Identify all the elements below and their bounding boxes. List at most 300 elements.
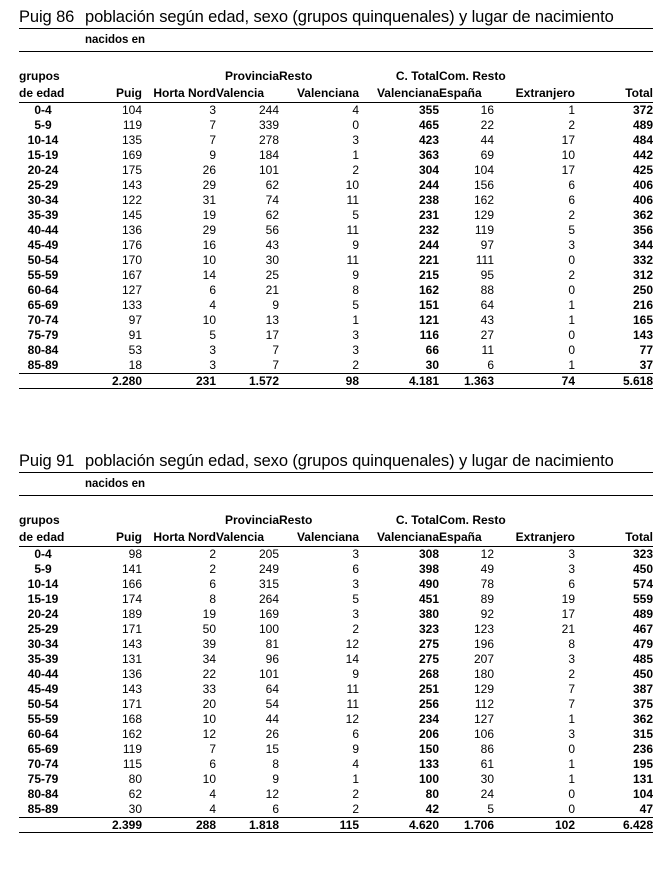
cell-age-group: 50-54 xyxy=(27,697,59,711)
cell-horta-nord: 19 xyxy=(202,607,216,621)
cell-puig: 127 xyxy=(121,283,142,297)
cell-resto-valenciana: 3 xyxy=(352,607,359,621)
cell-provincia-valencia: 96 xyxy=(265,652,279,666)
cell-horta-nord: 4 xyxy=(209,787,216,801)
cell-total: 216 xyxy=(632,298,653,312)
cell-resto-espana: 69 xyxy=(480,148,494,162)
cell-resto-valenciana: 6 xyxy=(352,562,359,576)
header-horta-nord: Horta Nord xyxy=(142,529,216,547)
table-row xyxy=(19,637,653,652)
header-total-valenciana: Valenciana xyxy=(359,529,439,547)
cell-total-valenciana: 275 xyxy=(418,652,439,666)
cell-resto-espana: 64 xyxy=(480,298,494,312)
cell-age-group: 75-79 xyxy=(27,772,59,786)
cell-resto-valenciana: 2 xyxy=(352,787,359,801)
cell-resto-espana: 196 xyxy=(473,637,494,651)
total-age-group xyxy=(19,374,87,389)
cell-horta-nord: 12 xyxy=(202,727,216,741)
header-top-age-group: grupos xyxy=(19,69,60,83)
cell-resto-valenciana: 2 xyxy=(352,622,359,636)
cell-extranjero: 2 xyxy=(568,118,575,132)
header-row-bottom xyxy=(19,85,653,103)
table-row xyxy=(19,592,653,607)
cell-age-group: 15-19 xyxy=(27,592,59,606)
cell-age-group: 40-44 xyxy=(27,667,59,681)
table-row xyxy=(19,208,653,223)
cell-total: 37 xyxy=(639,358,653,372)
table-row xyxy=(19,103,653,119)
header-resto-espana: España xyxy=(439,85,494,103)
cell-horta-nord: 2 xyxy=(209,562,216,576)
total-extranjero: 102 xyxy=(494,818,575,833)
header-row-top xyxy=(19,512,653,529)
table-row xyxy=(19,238,653,253)
totals-row xyxy=(19,374,653,389)
cell-age-group: 10-14 xyxy=(27,133,59,147)
cell-resto-valenciana: 1 xyxy=(352,772,359,786)
cell-provincia-valencia: 62 xyxy=(265,178,279,192)
cell-resto-espana: 88 xyxy=(480,283,494,297)
cell-horta-nord: 2 xyxy=(209,547,216,561)
header-top-total xyxy=(575,68,653,85)
cell-resto-espana: 104 xyxy=(473,163,494,177)
cell-age-group: 30-34 xyxy=(27,637,59,651)
cell-resto-valenciana: 3 xyxy=(352,547,359,561)
cell-total-valenciana: 162 xyxy=(418,283,439,297)
table-row xyxy=(19,727,653,742)
cell-extranjero: 7 xyxy=(568,682,575,696)
header-top-total-valenciana: C. Total xyxy=(395,513,439,527)
cell-provincia-valencia: 25 xyxy=(265,268,279,282)
table-row xyxy=(19,562,653,577)
cell-puig: 167 xyxy=(121,268,142,282)
cell-puig: 145 xyxy=(121,208,142,222)
cell-resto-espana: 119 xyxy=(474,223,494,237)
header-top-resto-valenciana: Resto xyxy=(279,513,313,527)
cell-provincia-valencia: 264 xyxy=(258,592,279,606)
cell-age-group: 35-39 xyxy=(27,208,59,222)
total-resto-espana: 1.363 xyxy=(439,374,494,389)
table-row xyxy=(19,577,653,592)
cell-total: 489 xyxy=(632,118,653,132)
cell-puig: 91 xyxy=(128,328,142,342)
table-row xyxy=(19,163,653,178)
cell-resto-valenciana: 5 xyxy=(352,208,359,222)
cell-resto-espana: 44 xyxy=(480,133,494,147)
total-resto-valenciana: 98 xyxy=(279,374,359,389)
cell-provincia-valencia: 7 xyxy=(272,343,279,357)
cell-extranjero: 2 xyxy=(568,268,575,282)
cell-total-valenciana: 30 xyxy=(425,358,439,372)
cell-puig: 136 xyxy=(121,667,142,681)
total-age-group xyxy=(19,818,87,833)
cell-resto-valenciana: 11 xyxy=(346,193,359,207)
cell-resto-valenciana: 10 xyxy=(345,178,359,192)
cell-total: 442 xyxy=(632,148,653,162)
table-title xyxy=(19,6,653,29)
header-extranjero: Extranjero xyxy=(494,529,575,547)
cell-extranjero: 1 xyxy=(568,313,575,327)
cell-total: 574 xyxy=(632,577,653,591)
cell-horta-nord: 3 xyxy=(209,103,216,117)
table-row xyxy=(19,622,653,637)
header-horta-nord: Horta Nord xyxy=(142,85,216,103)
cell-age-group: 85-89 xyxy=(27,358,59,372)
cell-puig: 97 xyxy=(128,313,142,327)
cell-provincia-valencia: 8 xyxy=(272,757,279,771)
cell-puig: 143 xyxy=(121,637,142,651)
cell-total: 344 xyxy=(632,238,653,252)
cell-extranjero: 17 xyxy=(561,133,575,147)
cell-age-group: 60-64 xyxy=(27,727,59,741)
cell-total-valenciana: 116 xyxy=(419,328,439,342)
cell-resto-valenciana: 3 xyxy=(352,343,359,357)
cell-total: 362 xyxy=(632,208,653,222)
header-resto-valenciana: Valenciana xyxy=(279,529,359,547)
cell-extranjero: 1 xyxy=(568,103,575,117)
cell-total-valenciana: 451 xyxy=(418,592,439,606)
cell-total: 323 xyxy=(632,547,653,561)
cell-total: 479 xyxy=(632,637,653,651)
cell-extranjero: 2 xyxy=(568,208,575,222)
cell-total-valenciana: 42 xyxy=(425,802,439,816)
cell-puig: 119 xyxy=(122,118,142,132)
table-row xyxy=(19,193,653,208)
cell-resto-espana: 129 xyxy=(473,682,494,696)
cell-age-group: 50-54 xyxy=(27,253,59,267)
cell-total: 131 xyxy=(632,772,653,786)
cell-total-valenciana: 380 xyxy=(418,607,439,621)
table-row xyxy=(19,607,653,622)
table-row xyxy=(19,178,653,193)
cell-resto-valenciana: 12 xyxy=(345,637,359,651)
cell-total-valenciana: 363 xyxy=(418,148,439,162)
cell-total: 315 xyxy=(632,727,653,741)
cell-resto-valenciana: 11 xyxy=(346,697,359,711)
cell-resto-valenciana: 8 xyxy=(352,283,359,297)
population-table xyxy=(19,512,653,833)
cell-extranjero: 1 xyxy=(568,712,575,726)
cell-puig: 136 xyxy=(121,223,142,237)
cell-total: 467 xyxy=(632,622,653,636)
header-total-valenciana: Valenciana xyxy=(359,85,439,103)
cell-horta-nord: 9 xyxy=(209,148,216,162)
cell-extranjero: 21 xyxy=(561,622,575,636)
cell-horta-nord: 6 xyxy=(209,283,216,297)
table-row xyxy=(19,313,653,328)
cell-resto-valenciana: 9 xyxy=(352,742,359,756)
table-title-text: población según edad, sexo (grupos quinquenales) y lugar de nacimiento xyxy=(85,8,614,26)
cell-age-group: 80-84 xyxy=(27,343,59,357)
cell-extranjero: 1 xyxy=(568,772,575,786)
cell-extranjero: 19 xyxy=(561,592,575,606)
cell-resto-valenciana: 0 xyxy=(352,118,359,132)
cell-resto-espana: 6 xyxy=(487,358,494,372)
cell-provincia-valencia: 249 xyxy=(258,562,279,576)
cell-age-group: 35-39 xyxy=(27,652,59,666)
header-resto-espana: España xyxy=(439,529,494,547)
table-row xyxy=(19,223,653,238)
cell-resto-valenciana: 5 xyxy=(352,298,359,312)
cell-resto-espana: 49 xyxy=(480,562,494,576)
cell-provincia-valencia: 13 xyxy=(265,313,279,327)
cell-age-group: 30-34 xyxy=(27,193,59,207)
cell-age-group: 80-84 xyxy=(27,787,59,801)
cell-horta-nord: 5 xyxy=(209,328,216,342)
header-top-age-group: grupos xyxy=(19,513,60,527)
cell-total: 406 xyxy=(632,193,653,207)
cell-resto-espana: 162 xyxy=(473,193,494,207)
total-resto-valenciana: 115 xyxy=(279,818,359,833)
cell-resto-espana: 12 xyxy=(480,547,494,561)
cell-puig: 80 xyxy=(128,772,142,786)
table-row xyxy=(19,343,653,358)
table-row xyxy=(19,268,653,283)
cell-resto-espana: 156 xyxy=(473,178,494,192)
cell-horta-nord: 7 xyxy=(209,742,216,756)
cell-horta-nord: 20 xyxy=(202,697,216,711)
cell-resto-valenciana: 9 xyxy=(352,238,359,252)
cell-horta-nord: 26 xyxy=(202,163,216,177)
cell-age-group: 20-24 xyxy=(27,607,59,621)
cell-total-valenciana: 244 xyxy=(418,238,439,252)
cell-age-group: 85-89 xyxy=(27,802,59,816)
cell-puig: 189 xyxy=(121,607,142,621)
totals-row xyxy=(19,818,653,833)
cell-resto-espana: 106 xyxy=(473,727,494,741)
cell-age-group: 10-14 xyxy=(27,577,59,591)
cell-age-group: 0-4 xyxy=(34,547,52,561)
cell-resto-valenciana: 3 xyxy=(352,328,359,342)
cell-horta-nord: 22 xyxy=(202,667,216,681)
cell-age-group: 70-74 xyxy=(27,313,59,327)
table-code: Puig 91 xyxy=(19,452,75,470)
cell-resto-espana: 207 xyxy=(473,652,494,666)
cell-provincia-valencia: 62 xyxy=(265,208,279,222)
header-total: Total xyxy=(575,85,653,103)
cell-extranjero: 6 xyxy=(568,178,575,192)
cell-total: 425 xyxy=(632,163,653,177)
cell-provincia-valencia: 315 xyxy=(258,577,279,591)
cell-provincia-valencia: 12 xyxy=(265,787,279,801)
cell-age-group: 20-24 xyxy=(27,163,59,177)
cell-age-group: 55-59 xyxy=(27,268,59,282)
cell-puig: 162 xyxy=(121,727,142,741)
cell-age-group: 65-69 xyxy=(27,742,59,756)
cell-extranjero: 8 xyxy=(568,637,575,651)
cell-horta-nord: 3 xyxy=(209,343,216,357)
table-row xyxy=(19,133,653,148)
header-top-puig xyxy=(87,512,142,529)
cell-total-valenciana: 275 xyxy=(418,637,439,651)
cell-total-valenciana: 66 xyxy=(425,343,439,357)
cell-extranjero: 0 xyxy=(568,283,575,297)
cell-age-group: 65-69 xyxy=(27,298,59,312)
cell-extranjero: 0 xyxy=(568,802,575,816)
cell-total: 312 xyxy=(632,268,653,282)
cell-total-valenciana: 423 xyxy=(418,133,439,147)
table-row xyxy=(19,283,653,298)
table-row xyxy=(19,742,653,757)
cell-total-valenciana: 215 xyxy=(418,268,439,282)
cell-puig: 170 xyxy=(121,253,142,267)
cell-age-group: 25-29 xyxy=(27,622,59,636)
cell-provincia-valencia: 74 xyxy=(265,193,279,207)
cell-resto-espana: 11 xyxy=(481,343,494,357)
cell-age-group: 5-9 xyxy=(34,118,52,132)
cell-total: 559 xyxy=(632,592,653,606)
cell-extranjero: 10 xyxy=(561,148,575,162)
cell-total-valenciana: 238 xyxy=(418,193,439,207)
header-puig: Puig xyxy=(87,529,142,547)
cell-total-valenciana: 231 xyxy=(418,208,439,222)
cell-total-valenciana: 206 xyxy=(418,727,439,741)
table-row xyxy=(19,787,653,802)
total-provincia-valencia: 1.572 xyxy=(216,374,279,389)
cell-resto-espana: 61 xyxy=(480,757,494,771)
cell-resto-valenciana: 3 xyxy=(352,133,359,147)
header-top-provincia-valencia: Provincia xyxy=(224,69,279,83)
cell-puig: 143 xyxy=(121,682,142,696)
cell-total-valenciana: 121 xyxy=(418,313,439,327)
cell-provincia-valencia: 169 xyxy=(258,607,279,621)
cell-puig: 174 xyxy=(121,592,142,606)
total-provincia-valencia: 1.818 xyxy=(216,818,279,833)
cell-resto-espana: 30 xyxy=(480,772,494,786)
cell-resto-valenciana: 9 xyxy=(352,268,359,282)
cell-horta-nord: 10 xyxy=(202,253,216,267)
cell-age-group: 75-79 xyxy=(27,328,59,342)
header-age-group: de edad xyxy=(19,85,87,103)
cell-total-valenciana: 251 xyxy=(418,682,439,696)
cell-horta-nord: 6 xyxy=(209,757,216,771)
cell-total-valenciana: 234 xyxy=(418,712,439,726)
table-title-text: población según edad, sexo (grupos quinquenales) y lugar de nacimiento xyxy=(85,452,614,470)
cell-provincia-valencia: 15 xyxy=(265,742,279,756)
header-top-resto-espana: Com. Resto xyxy=(439,513,506,527)
cell-total: 143 xyxy=(632,328,653,342)
cell-resto-espana: 27 xyxy=(480,328,494,342)
cell-extranjero: 6 xyxy=(568,193,575,207)
cell-provincia-valencia: 101 xyxy=(258,667,279,681)
cell-puig: 115 xyxy=(122,757,142,771)
cell-total: 332 xyxy=(632,253,653,267)
cell-total: 485 xyxy=(632,652,653,666)
cell-resto-espana: 112 xyxy=(474,697,494,711)
cell-puig: 104 xyxy=(121,103,142,117)
cell-total-valenciana: 490 xyxy=(418,577,439,591)
cell-puig: 119 xyxy=(122,742,142,756)
cell-total-valenciana: 221 xyxy=(418,253,439,267)
cell-total-valenciana: 133 xyxy=(418,757,439,771)
cell-extranjero: 3 xyxy=(568,727,575,741)
cell-resto-espana: 22 xyxy=(480,118,494,132)
total-extranjero: 74 xyxy=(494,374,575,389)
table-row xyxy=(19,757,653,772)
header-row-bottom xyxy=(19,529,653,547)
cell-horta-nord: 8 xyxy=(209,592,216,606)
cell-total: 356 xyxy=(632,223,653,237)
table-code: Puig 86 xyxy=(19,8,75,26)
cell-extranjero: 7 xyxy=(568,697,575,711)
cell-resto-espana: 129 xyxy=(473,208,494,222)
header-age-group: de edad xyxy=(19,529,87,547)
cell-extranjero: 2 xyxy=(568,667,575,681)
cell-age-group: 5-9 xyxy=(34,562,52,576)
table-row xyxy=(19,328,653,343)
cell-horta-nord: 39 xyxy=(202,637,216,651)
cell-puig: 98 xyxy=(128,547,142,561)
cell-age-group: 15-19 xyxy=(27,148,59,162)
total-total-valenciana: 4.620 xyxy=(359,818,439,833)
cell-age-group: 0-4 xyxy=(34,103,52,117)
cell-horta-nord: 10 xyxy=(202,712,216,726)
header-top-horta-nord xyxy=(142,512,216,529)
cell-provincia-valencia: 81 xyxy=(265,637,279,651)
cell-horta-nord: 50 xyxy=(202,622,216,636)
cell-total: 375 xyxy=(632,697,653,711)
cell-age-group: 45-49 xyxy=(27,682,59,696)
cell-total: 450 xyxy=(632,562,653,576)
total-puig: 2.280 xyxy=(87,374,142,389)
header-row-top xyxy=(19,68,653,85)
cell-resto-valenciana: 9 xyxy=(352,667,359,681)
cell-provincia-valencia: 244 xyxy=(258,103,279,117)
cell-provincia-valencia: 30 xyxy=(265,253,279,267)
cell-puig: 175 xyxy=(121,163,142,177)
cell-age-group: 70-74 xyxy=(27,757,59,771)
cell-puig: 166 xyxy=(121,577,142,591)
header-top-total xyxy=(575,512,653,529)
cell-resto-espana: 97 xyxy=(480,238,494,252)
table-title xyxy=(19,450,653,473)
cell-total-valenciana: 268 xyxy=(418,667,439,681)
cell-puig: 141 xyxy=(121,562,142,576)
cell-total-valenciana: 398 xyxy=(418,562,439,576)
header-provincia-valencia: Valencia xyxy=(216,85,279,103)
header-top-extranjero xyxy=(494,68,575,85)
cell-extranjero: 3 xyxy=(568,562,575,576)
cell-resto-espana: 180 xyxy=(473,667,494,681)
cell-resto-valenciana: 11 xyxy=(346,682,359,696)
header-puig: Puig xyxy=(87,85,142,103)
header-top-horta-nord xyxy=(142,68,216,85)
cell-age-group: 25-29 xyxy=(27,178,59,192)
cell-age-group: 45-49 xyxy=(27,238,59,252)
cell-horta-nord: 7 xyxy=(209,118,216,132)
cell-extranjero: 1 xyxy=(568,298,575,312)
cell-extranjero: 1 xyxy=(568,358,575,372)
cell-total-valenciana: 304 xyxy=(418,163,439,177)
cell-puig: 169 xyxy=(121,148,142,162)
cell-provincia-valencia: 6 xyxy=(272,802,279,816)
cell-resto-espana: 111 xyxy=(475,253,494,267)
table-subtitle: nacidos en xyxy=(19,29,653,52)
cell-total: 362 xyxy=(632,712,653,726)
cell-puig: 171 xyxy=(121,697,142,711)
cell-provincia-valencia: 278 xyxy=(258,133,279,147)
cell-resto-valenciana: 11 xyxy=(346,253,359,267)
cell-resto-espana: 89 xyxy=(480,592,494,606)
cell-extranjero: 3 xyxy=(568,547,575,561)
cell-total: 77 xyxy=(639,343,653,357)
cell-extranjero: 0 xyxy=(568,328,575,342)
cell-provincia-valencia: 339 xyxy=(258,118,279,132)
cell-resto-valenciana: 2 xyxy=(352,802,359,816)
table-row xyxy=(19,772,653,787)
table-row xyxy=(19,697,653,712)
cell-puig: 62 xyxy=(128,787,142,801)
